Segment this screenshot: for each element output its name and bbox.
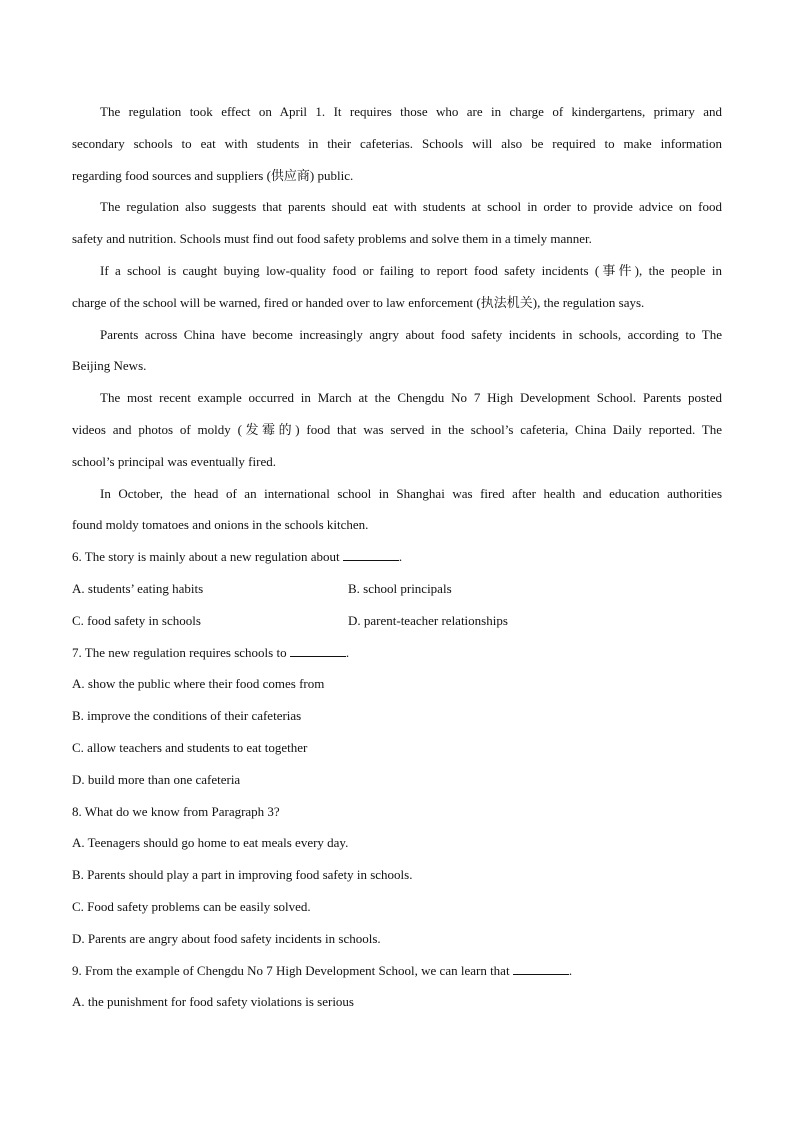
- option-row: [72, 605, 722, 637]
- text-line: Beijing News.: [72, 358, 147, 374]
- text-line: In October, the head of an international school in Shanghai was fired after health and education authorities: [100, 485, 722, 501]
- question-stem-text: 9. From the example of Chengdu No 7 High Development School, we can learn that: [72, 962, 510, 978]
- option-d: D. Parents are angry about food safety incidents in schools.: [72, 930, 381, 946]
- question-stem-end: .: [345, 644, 350, 660]
- paragraph-3: [72, 255, 722, 319]
- question-stem: 8. What do we know from Paragraph 3?: [72, 803, 280, 819]
- option-d: D. build more than one cafeteria: [72, 771, 241, 787]
- paragraph-4: [72, 319, 722, 383]
- question-stem-text: 7. The new regulation requires schools to: [72, 644, 287, 660]
- text-line: charge of the school will be warned, fired or handed over to law enforcement (执法机关), the regulation says.: [72, 294, 645, 310]
- question-stem: [72, 541, 722, 573]
- text-line: Parents across China have become increasingly angry about food safety incidents in schools, according to The: [100, 326, 722, 342]
- question-stem-text: 6. The story is mainly about a new regulation about: [72, 549, 340, 565]
- option-a: A. Teenagers should go home to eat meals every day.: [72, 835, 349, 851]
- question-stem: [72, 637, 722, 669]
- option-b: B. school principals: [348, 580, 452, 596]
- paragraph-5: [72, 382, 722, 477]
- question-8: [72, 796, 722, 955]
- option-d: D. parent-teacher relationships: [348, 612, 508, 628]
- text-line: If a school is caught buying low-quality food or failing to report food safety incidents (事件), the people in: [100, 262, 722, 278]
- paragraph-6: [72, 478, 722, 542]
- option-b: B. Parents should play a part in improving food safety in schools.: [72, 867, 413, 883]
- text-line: school’s principal was eventually fired.: [72, 453, 276, 469]
- option-a: A. show the public where their food comes from: [72, 676, 325, 692]
- question-stem-end: .: [568, 962, 573, 978]
- question-stem-end: .: [398, 549, 403, 565]
- text-line: videos and photos of moldy (发霉的) food that was served in the school’s cafeteria, China Daily reported. The: [72, 421, 722, 437]
- text-line: regarding food sources and suppliers (供应商) public.: [72, 167, 354, 183]
- document-page: [72, 96, 722, 1018]
- option-row: [72, 573, 722, 605]
- answer-blank: [513, 962, 569, 975]
- option-a: A. the punishment for food safety violations is serious: [72, 994, 354, 1010]
- answer-blank: [343, 548, 399, 561]
- question-6: [72, 541, 722, 636]
- paragraph-1: [72, 96, 722, 191]
- option-a: A. students’ eating habits: [72, 580, 204, 596]
- text-line: safety and nutrition. Schools must find out food safety problems and solve them in a timely manner.: [72, 231, 592, 247]
- option-c: C. allow teachers and students to eat together: [72, 739, 308, 755]
- option-b: B. improve the conditions of their cafeterias: [72, 708, 302, 724]
- question-9: [72, 955, 722, 1019]
- option-c: C. food safety in schools: [72, 612, 201, 628]
- answer-blank: [290, 644, 346, 657]
- text-line: The regulation also suggests that parents should eat with students at school in order to provide advice on food: [100, 199, 722, 215]
- paragraph-2: [72, 191, 722, 255]
- question-stem: [72, 955, 722, 987]
- option-c: C. Food safety problems can be easily solved.: [72, 898, 311, 914]
- text-line: The regulation took effect on April 1. It requires those who are in charge of kindergartens, primary and: [100, 104, 722, 119]
- text-line: secondary schools to eat with students in their cafeterias. Schools will also be required to make information: [72, 135, 722, 151]
- question-7: [72, 637, 722, 796]
- text-line: found moldy tomatoes and onions in the schools kitchen.: [72, 517, 369, 533]
- text-line: The most recent example occurred in March at the Chengdu No 7 High Development School. Parents posted: [100, 390, 722, 406]
